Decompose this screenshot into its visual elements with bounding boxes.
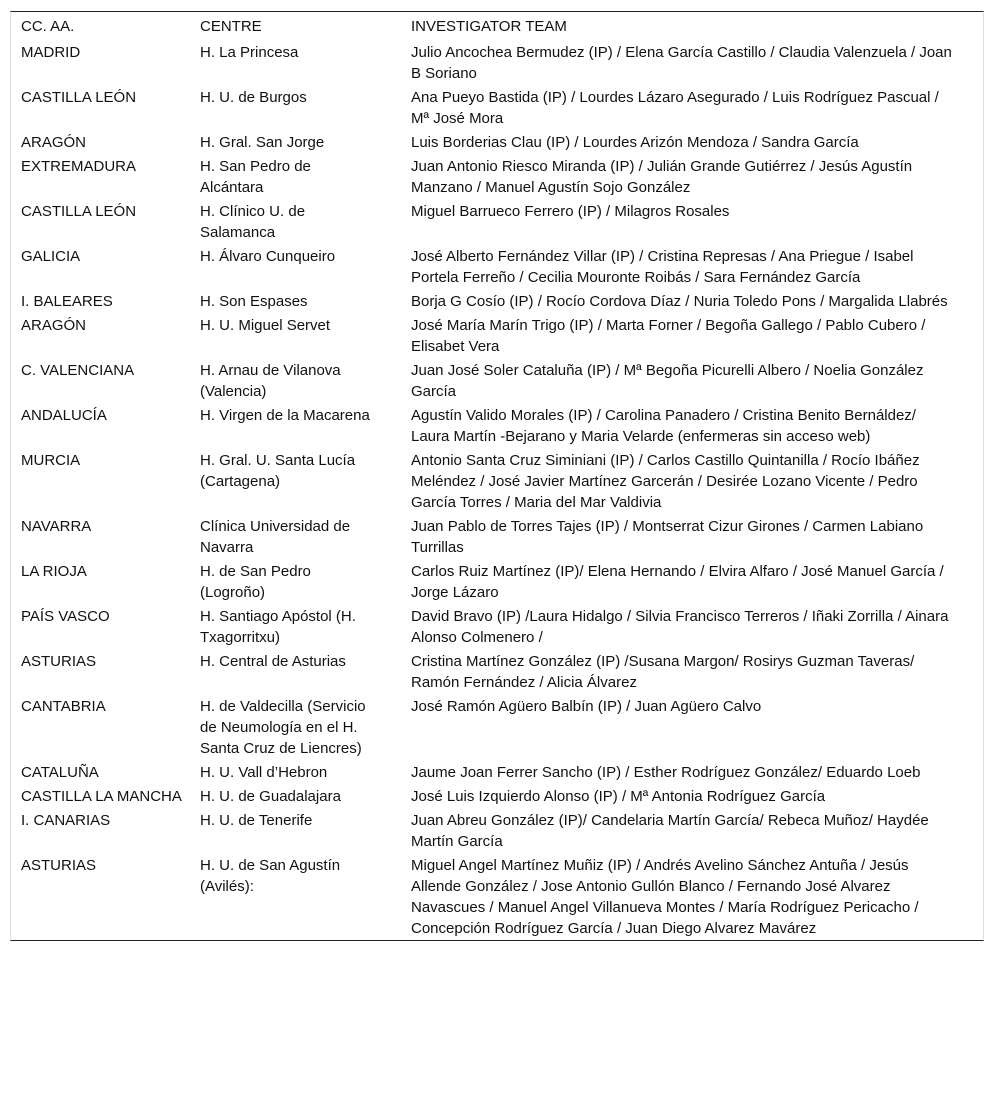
cell-centre: H. Álvaro Cunqueiro xyxy=(200,248,336,265)
table-header-row xyxy=(11,12,983,40)
header-region: CC. AA. xyxy=(21,18,75,35)
cell-centre: H. Gral. San Jorge xyxy=(200,134,325,151)
cell-team: José Alberto Fernández Villar (IP) / Cristina Represas / Ana Priegue / Isabel Portela Ferreño / Cecilia Mouronte Roibás / Sara Fernández García xyxy=(411,248,914,286)
cell-centre: H. La Princesa xyxy=(200,44,299,61)
table-row xyxy=(11,85,983,130)
cell-centre: H. Gral. U. Santa Lucía (Cartagena) xyxy=(200,452,356,490)
cell-region: GALICIA xyxy=(21,248,81,265)
table-row xyxy=(11,514,983,559)
cell-centre: H. Son Espases xyxy=(200,293,308,310)
cell-region: NAVARRA xyxy=(21,518,92,535)
cell-centre: H. Virgen de la Macarena xyxy=(200,407,370,424)
table-row xyxy=(11,40,983,85)
cell-team: Cristina Martínez González (IP) /Susana Margon/ Rosirys Guzman Taveras/ Ramón Fernández / Alicia Álvarez xyxy=(411,653,915,691)
table-row xyxy=(11,403,983,448)
table-row xyxy=(11,559,983,604)
table-row xyxy=(11,199,983,244)
cell-centre: H. Clínico U. de Salamanca xyxy=(200,203,306,241)
cell-team: Agustín Valido Morales (IP) / Carolina Panadero / Cristina Benito Bernáldez/ Laura Martín -Bejarano y Maria Velarde (enfermeras sin acceso web) xyxy=(411,407,916,445)
cell-centre: H. de Valdecilla (Servicio de Neumología en el H. Santa Cruz de Liencres) xyxy=(200,698,366,757)
cell-team: Juan Antonio Riesco Miranda (IP) / Julián Grande Gutiérrez / Jesús Agustín Manzano / Manuel Agustín Sojo González xyxy=(411,158,913,196)
table-row xyxy=(11,694,983,760)
header-team: INVESTIGATOR TEAM xyxy=(411,18,567,35)
cell-team: Jaume Joan Ferrer Sancho (IP) / Esther Rodríguez González/ Eduardo Loeb xyxy=(411,764,921,781)
cell-region: CASTILLA LA MANCHA xyxy=(21,788,182,805)
table-row xyxy=(11,649,983,694)
cell-centre: H. U. de San Agustín (Avilés): xyxy=(200,857,341,895)
cell-centre: H. Arnau de Vilanova (Valencia) xyxy=(200,362,341,400)
cell-region: LA RIOJA xyxy=(21,563,87,580)
cell-region: ANDALUCÍA xyxy=(21,407,107,424)
cell-region: ASTURIAS xyxy=(21,857,97,874)
table-body xyxy=(11,40,983,940)
cell-team: Antonio Santa Cruz Siminiani (IP) / Carlos Castillo Quintanilla / Rocío Ibáñez Meléndez / José Javier Martínez Garcerán / Desirée Lozano Vicente / Pedro García Torres / Maria del Mar Valdivia xyxy=(411,452,920,511)
cell-centre: H. U. de Guadalajara xyxy=(200,788,341,805)
cell-team: Juan Abreu González (IP)/ Candelaria Martín García/ Rebeca Muñoz/ Haydée Martín García xyxy=(411,812,929,850)
table-row xyxy=(11,154,983,199)
cell-region: I. BALEARES xyxy=(21,293,113,310)
cell-region: ARAGÓN xyxy=(21,317,87,334)
cell-region: CATALUÑA xyxy=(21,764,99,781)
table-row xyxy=(11,244,983,289)
cell-team: Miguel Barrueco Ferrero (IP) / Milagros Rosales xyxy=(411,203,730,220)
cell-centre: H. de San Pedro (Logroño) xyxy=(200,563,311,601)
cell-centre: H. U. de Tenerife xyxy=(200,812,313,829)
cell-centre: H. Santiago Apóstol (H. Txagorritxu) xyxy=(200,608,356,646)
table-row xyxy=(11,130,983,154)
cell-region: I. CANARIAS xyxy=(21,812,111,829)
cell-centre: H. San Pedro de Alcántara xyxy=(200,158,311,196)
table-row xyxy=(11,313,983,358)
cell-team: Julio Ancochea Bermudez (IP) / Elena García Castillo / Claudia Valenzuela / Joan B Soriano xyxy=(411,44,952,82)
cell-region: ARAGÓN xyxy=(21,134,87,151)
cell-team: Luis Borderias Clau (IP) / Lourdes Arizón Mendoza / Sandra García xyxy=(411,134,859,151)
cell-region: C. VALENCIANA xyxy=(21,362,135,379)
table-row xyxy=(11,289,983,313)
cell-region: CASTILLA LEÓN xyxy=(21,89,137,106)
cell-team: David Bravo (IP) /Laura Hidalgo / Silvia Francisco Terreros / Iñaki Zorrilla / Ainara Alonso Colmenero / xyxy=(411,608,949,646)
table-row xyxy=(11,760,983,784)
table-row xyxy=(11,604,983,649)
table-row xyxy=(11,448,983,514)
cell-region: CANTABRIA xyxy=(21,698,106,715)
cell-region: MADRID xyxy=(21,44,81,61)
cell-team: Miguel Angel Martínez Muñiz (IP) / Andrés Avelino Sánchez Antuña / Jesús Allende González / Jose Antonio Gullón Blanco / Fernando José Alvarez Navascues / Manuel Angel Villanueva Montes / María Rodríguez Pericacho / Concepción Rodríguez García / Juan Diego Alvarez Mavárez xyxy=(411,857,919,937)
cell-region: CASTILLA LEÓN xyxy=(21,203,137,220)
cell-team: José Ramón Agüero Balbín (IP) / Juan Agüero Calvo xyxy=(411,698,762,715)
header-centre: CENTRE xyxy=(200,18,262,35)
cell-team: Juan Pablo de Torres Tajes (IP) / Montserrat Cizur Girones / Carmen Labiano Turrillas xyxy=(411,518,924,556)
cell-centre: Clínica Universidad de Navarra xyxy=(200,518,351,556)
investigator-table xyxy=(11,12,983,940)
cell-team: Juan José Soler Cataluña (IP) / Mª Begoña Picurelli Albero / Noelia González García xyxy=(411,362,924,400)
table-row xyxy=(11,358,983,403)
cell-team: José Luis Izquierdo Alonso (IP) / Mª Antonia Rodríguez García xyxy=(411,788,826,805)
cell-centre: H. U. Vall d’Hebron xyxy=(200,764,328,781)
cell-region: EXTREMADURA xyxy=(21,158,137,175)
cell-team: Carlos Ruiz Martínez (IP)/ Elena Hernando / Elvira Alfaro / José Manuel García / Jorge Lázaro xyxy=(411,563,944,601)
cell-team: José María Marín Trigo (IP) / Marta Forner / Begoña Gallego / Pablo Cubero / Elisabet Vera xyxy=(411,317,926,355)
cell-region: ASTURIAS xyxy=(21,653,97,670)
cell-centre: H. Central de Asturias xyxy=(200,653,346,670)
cell-team: Ana Pueyo Bastida (IP) / Lourdes Lázaro Asegurado / Luis Rodríguez Pascual / Mª José Mora xyxy=(411,89,939,127)
table-row xyxy=(11,853,983,940)
table-row xyxy=(11,808,983,853)
cell-region: PAÍS VASCO xyxy=(21,608,110,625)
cell-centre: H. U. Miguel Servet xyxy=(200,317,331,334)
table-row xyxy=(11,784,983,808)
investigator-table-container xyxy=(10,11,984,941)
cell-centre: H. U. de Burgos xyxy=(200,89,307,106)
cell-region: MURCIA xyxy=(21,452,81,469)
cell-team: Borja G Cosío (IP) / Rocío Cordova Díaz / Nuria Toledo Pons / Margalida Llabrés xyxy=(411,293,948,310)
